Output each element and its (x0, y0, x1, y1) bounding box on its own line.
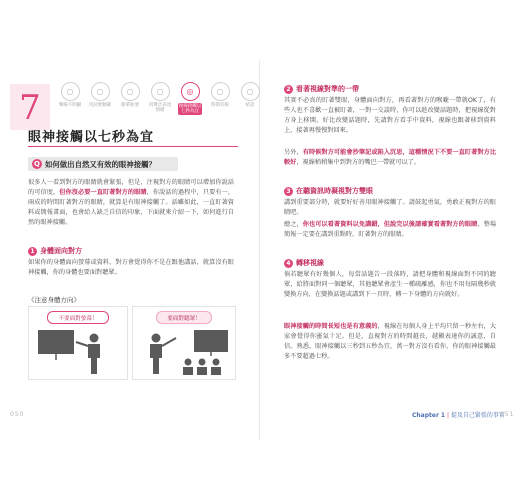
intro-highlight: 但你沒必要一直盯著對方的眼睛 (59, 189, 147, 196)
s4-highlight: 眼神接觸的時間長短也是有意義的 (284, 323, 378, 330)
s4-post: ，視線在每個人身上平均只留一秒左右，大家會覺得你靈氣十足。但是，直視對方的時間越長，越顯表達你的誠意，自信。熟悉，眼神接觸以三秒到五秒為宜，萬一對方沒有看你，你的眼神接觸最多不要超過七秒。 (284, 323, 497, 360)
section-2-body-1: 其實不必真的盯著雙眼，身體面向對方，再看著對方的喉嚨一帶就OK了，有些人也不喜歡一直被盯著，一對一交談時，你可以趁改變話題時，把視線從對方身上移開，好比改變話題時，先請對方看手中資料，視線也跟著移到資料上，接著再慢慢對回來。 (284, 97, 496, 134)
example-label: 《注意身體方向》 (28, 296, 80, 304)
step-label: 時間有限 (211, 103, 229, 108)
page-number-right: 051 (500, 411, 515, 418)
section-title: 在聽資訊時凝視對方雙眼 (296, 187, 373, 195)
step-item (148, 82, 172, 115)
step-item (58, 82, 82, 115)
section-4-body-1: 倘若聽眾有好幾個人，每當話題告一段落時，請把身體和視線面對不同的聽眾，給將面對同一個聽眾，其他聽眾會產生一種疏離感，你也不用每隔幾秒就變換方向，在變換話題或講到下一頁時，轉一下身體的方向就好。 (284, 271, 496, 298)
step-icon: ○ (121, 82, 140, 101)
example-wrong-tag: 不要面對螢幕！ (47, 311, 109, 324)
intro-text-2: ，你說話的過程中，只要有一，兩成的時間盯著對方的眼睛，就算是有眼神接觸了。話雖如此，一直盯著資料或簡報畫面，也會給人缺乏自信的印象，下面就來介紹一下，如何進行自然的眼神接觸。 (28, 189, 235, 226)
section-4-body-2 (284, 322, 496, 362)
section-number: 1 (28, 247, 37, 256)
s3-highlight: 你也可以看著資料以免講錯，但說完以後請確實看著對方的眼睛 (302, 221, 478, 228)
chapter-steps (58, 82, 262, 115)
section-4-heading (284, 258, 324, 268)
step-icon: ◎ (181, 82, 200, 101)
step-icon: ○ (211, 82, 230, 101)
page-title: 眼神接觸以七秒為宜 (28, 130, 155, 145)
step-icon: ○ (241, 82, 260, 101)
presenter-facing-screen-illustration (32, 328, 122, 376)
section-2-heading (284, 84, 359, 94)
step-label: 視線接觸以七秒為宜 (178, 104, 202, 114)
chapter-footer (412, 410, 505, 419)
footer-title: 提及自己緊張的事實 (450, 412, 505, 419)
section-3-heading (284, 186, 373, 196)
step-item (208, 82, 232, 115)
title-underline (28, 146, 238, 147)
section-3-body-1: 講到重要部分時，就要好好善用眼神接觸了。請鼓起勇氣，勇敢正視對方的眼睛吧。 (284, 199, 496, 216)
step-label: 聲線不明顯 (58, 103, 82, 108)
s3-pre: 總之， (284, 221, 303, 228)
step-item (118, 82, 142, 115)
presenter-facing-audience-illustration (136, 328, 232, 376)
step-label: 用聲音表達情緒 (148, 103, 172, 113)
step-item (88, 82, 112, 115)
step-icon: ○ (91, 82, 110, 101)
step-label: 結語 (245, 103, 255, 108)
s2-highlight: 有時候對方可能會抄筆記或陷入沉思，這種情況下不要一直盯著對方比較好 (284, 149, 497, 166)
section-3-body-2 (284, 220, 496, 240)
chapter-number-graphic (10, 82, 52, 132)
footer-chapter-number: 1 (440, 412, 446, 419)
step-label: 用詞要精確 (88, 103, 112, 108)
section-1-body: 如果你的身體面向螢幕或資料，對方會覺得你不是在跟他講話，就算沒有眼神接觸，你的身體也要面對聽眾。 (28, 259, 234, 276)
section-1-heading (28, 246, 82, 256)
right-page (260, 0, 520, 500)
chapter-number: 7 (19, 88, 41, 128)
section-2-body-2 (284, 148, 496, 168)
chapter-number-badge (10, 82, 52, 132)
step-item (238, 82, 262, 115)
section-number: 3 (284, 187, 293, 196)
example-right-tag: 要面對聽眾！ (156, 311, 212, 324)
footer-chapter-word: Chapter (412, 412, 439, 419)
step-icon: ○ (61, 82, 80, 101)
section-title: 看著視線對準的一帶 (296, 85, 359, 93)
section-title: 轉移視線 (296, 259, 324, 267)
step-label: 簡單扼要 (121, 103, 139, 108)
intro-text-1: 很多人一看到對方的眼睛就會緊張，但是，注視對方的眼睛可以增加你說話的可信度， (28, 179, 234, 196)
question-text: 如何做出自然又有效的眼神接觸？ (45, 159, 156, 169)
section-title: 身體面向對方 (40, 247, 82, 255)
section-number: 4 (284, 259, 293, 268)
step-icon: ○ (151, 82, 170, 101)
s2-post: ，視線稍稍集中到對方的嘴巴一帶就可以了。 (296, 159, 421, 166)
page-number-left: 050 (10, 411, 25, 418)
section-number: 2 (284, 85, 293, 94)
step-item-active (178, 82, 202, 115)
s3-post: ，整場簡報一定要在講到重點時，盯著對方的眼睛。 (284, 221, 497, 238)
intro-paragraph (28, 178, 234, 228)
s2-pre: 另外， (284, 149, 303, 156)
footer-separator: | (446, 412, 449, 419)
question-icon: Q (32, 159, 42, 169)
question-banner (28, 157, 178, 171)
